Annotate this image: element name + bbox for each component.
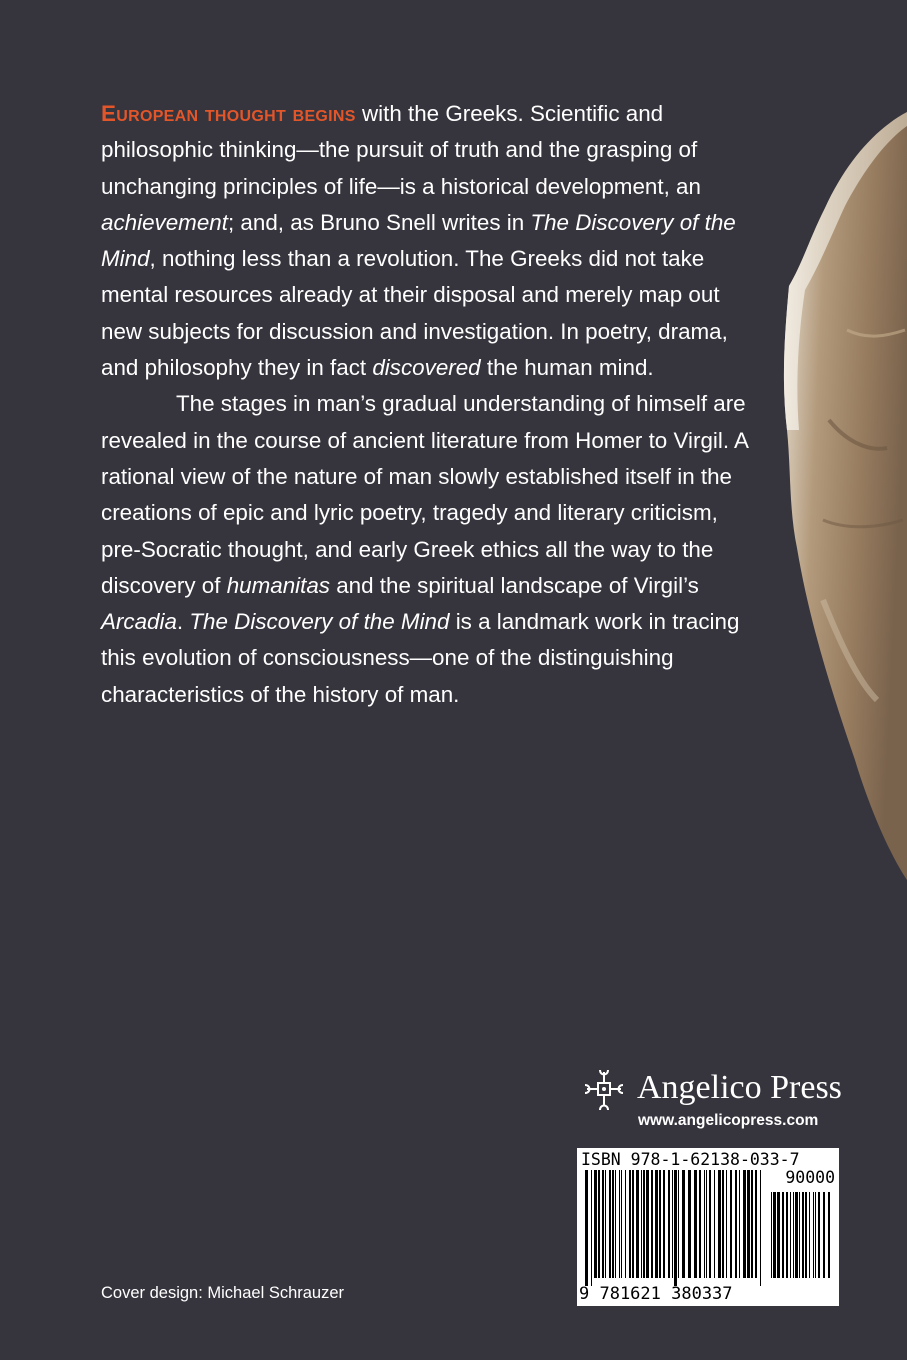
p1-run-5: , nothing less than a revolution. The Greeks did not take mental resources already at their disposal and merely map out new subjects for discussion and investigation. In poetry, drama, and philosophy they in fact — [101, 246, 728, 381]
p1-run-2: achievement — [101, 209, 228, 235]
barcode-bars — [585, 1170, 765, 1286]
publisher-block — [578, 1066, 848, 1136]
p1-run-7: the human mind. — [480, 355, 654, 381]
p2-run-5: The Discovery of the Mind — [189, 609, 450, 635]
p2-run-2: and the spiritual landscape of Virgil’s — [330, 572, 699, 598]
cross-emblem-icon — [578, 1066, 630, 1114]
p1-run-3: ; and, as Bruno Snell writes in — [227, 209, 531, 235]
p2-run-0: The stages in man’s gradual understanding of himself are revealed in the course of ancient literature from Homer to Virgil. A rational view of the nature of man slowly established itself in the creations of epic and lyric poetry, tragedy and literary criticism, pre-Socratic thought, and early Greek ethics all the way to the discovery of — [101, 391, 748, 598]
blurb-text — [101, 96, 761, 713]
publisher-name: Angelico Press — [637, 1069, 842, 1106]
blurb-paragraph-1 — [101, 96, 761, 386]
p1-run-4: The Discovery of the Mind — [101, 209, 736, 272]
publisher-url[interactable]: www.angelicopress.com — [638, 1112, 819, 1129]
p1-run-6: discovered — [372, 355, 481, 381]
p1-run-0: European thought begins — [101, 101, 356, 126]
blurb-paragraph-2 — [101, 386, 761, 713]
barcode-digits: 9 781621 380337 — [579, 1284, 733, 1304]
price-code: 90000 — [785, 1168, 835, 1187]
isbn-barcode — [577, 1148, 839, 1306]
p2-run-3: Arcadia — [101, 609, 177, 635]
p2-run-4: . — [176, 609, 190, 635]
p1-run-1: with the Greeks. Scientific and philosophic thinking—the pursuit of truth and the grasping of unchanging principles of life—is a historical development, an — [101, 101, 701, 199]
p2-run-1: humanitas — [226, 572, 330, 598]
isbn-text: ISBN 978-1-62138-033-7 — [581, 1150, 800, 1169]
barcode-addon-bars — [771, 1192, 831, 1286]
p2-run-6: is a landmark work in tracing this evolution of consciousness—one of the distinguishing characteristics of the history of man. — [101, 609, 740, 707]
cover-design-credit: Cover design: Michael Schrauzer — [101, 1284, 345, 1302]
